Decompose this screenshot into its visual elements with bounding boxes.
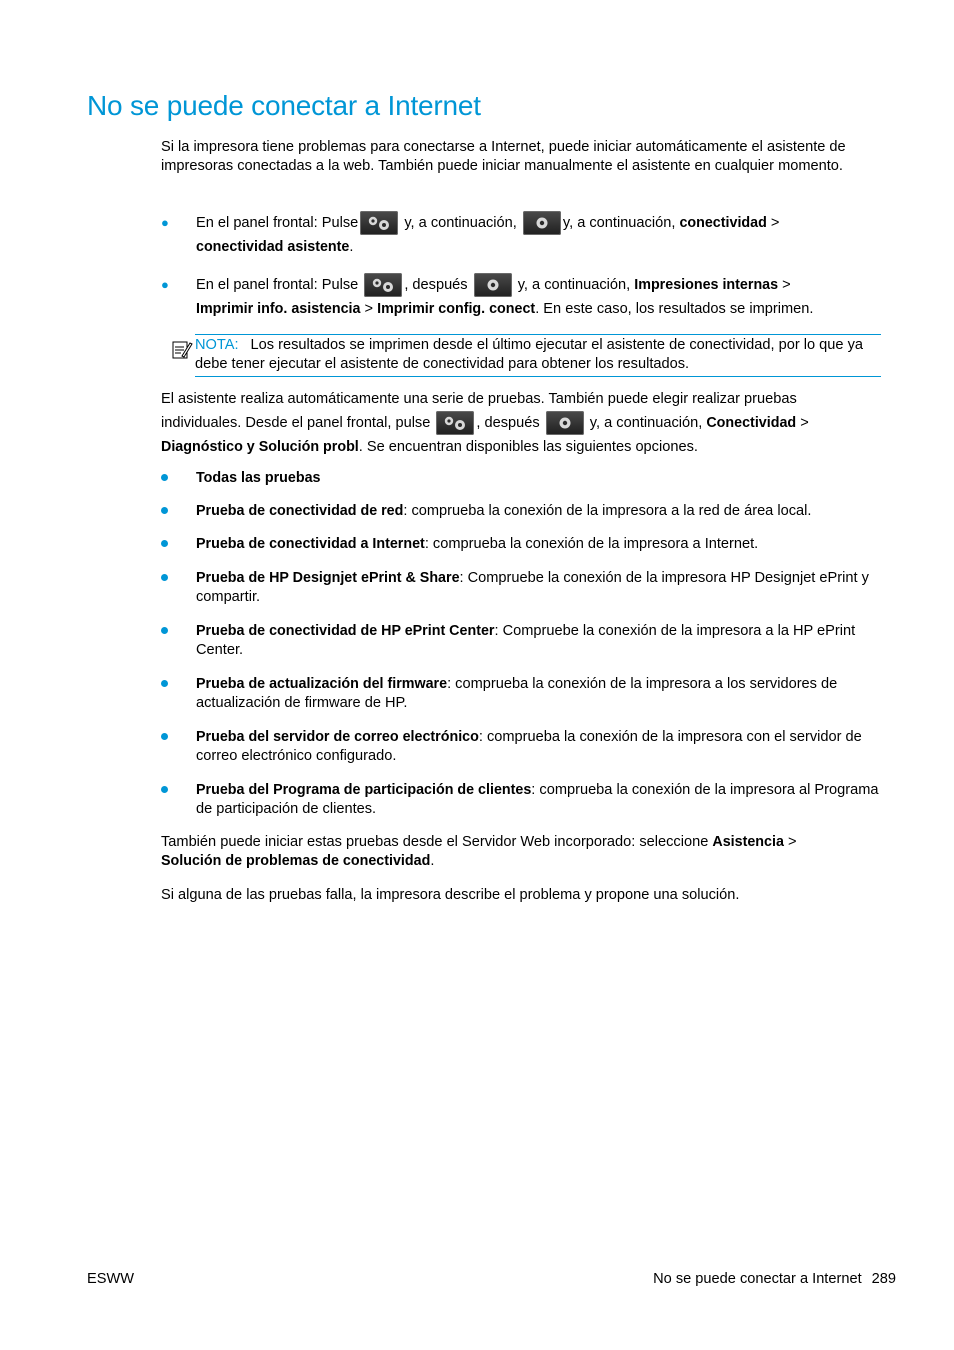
bullet bbox=[161, 574, 168, 581]
settings-group-button-icon[interactable] bbox=[364, 273, 402, 297]
closing-paragraph: Si alguna de las pruebas falla, la impresora describe el problema y propone una solución. bbox=[161, 887, 740, 903]
settings-group-button-icon[interactable] bbox=[360, 211, 398, 235]
bullet bbox=[161, 786, 168, 793]
gear-icon[interactable] bbox=[474, 273, 512, 297]
bullet bbox=[161, 733, 168, 740]
gear-icon[interactable] bbox=[523, 211, 561, 235]
bullet bbox=[161, 627, 168, 634]
page-number: 289 bbox=[871, 1271, 896, 1287]
footer-right bbox=[653, 1271, 896, 1287]
note-box bbox=[195, 334, 881, 377]
bullet bbox=[161, 507, 168, 514]
note-text: Los resultados se imprimen desde el último ejecutar el asistente de conectividad, por lo que ya debe tener ejecutar el asistente de conectividad para obtener los resultados. bbox=[195, 337, 863, 372]
bullet: ● bbox=[161, 277, 169, 292]
gear-icon[interactable] bbox=[546, 411, 584, 435]
page-title: No se puede conectar a Internet bbox=[87, 90, 481, 121]
settings-group-button-icon[interactable] bbox=[436, 411, 474, 435]
bullet bbox=[161, 540, 168, 547]
note-icon bbox=[171, 339, 193, 361]
step-text: En el panel frontal: Pulse , después y, a continuación, Impresiones internas > Imprimir info. asistencia > Imprimir config. conect. En este caso, los resultados se imprimen. bbox=[196, 273, 886, 321]
bullet bbox=[161, 474, 168, 481]
step-text: En el panel frontal: Pulse y, a continuación, y, a continuación, conectividad > conectividad asistente. bbox=[196, 211, 886, 259]
intro-paragraph: Si la impresora tiene problemas para conectarse a Internet, puede iniciar automáticamente el asistente de impresoras conectadas a la web. También puede iniciar manualmente el asistente en cualquier momento. bbox=[161, 139, 846, 174]
note-label: NOTA: bbox=[195, 337, 239, 353]
footer-section-title: No se puede conectar a Internet bbox=[653, 1271, 862, 1287]
ews-paragraph: También puede iniciar estas pruebas desde el Servidor Web incorporado: seleccione Asistencia > Solución de problemas de conectividad. bbox=[161, 834, 797, 869]
tests-paragraph: El asistente realiza automáticamente una serie de pruebas. También puede elegir realizar pruebas individuales. Desde el panel frontal, pulse , después y, a continuación, Conectividad > Diagnóstico y Solución probl. Se encuentran disponibles las siguientes opciones. bbox=[161, 391, 809, 456]
bullet bbox=[161, 680, 168, 687]
footer-left: ESWW bbox=[87, 1271, 135, 1287]
bullet: ● bbox=[161, 215, 169, 230]
